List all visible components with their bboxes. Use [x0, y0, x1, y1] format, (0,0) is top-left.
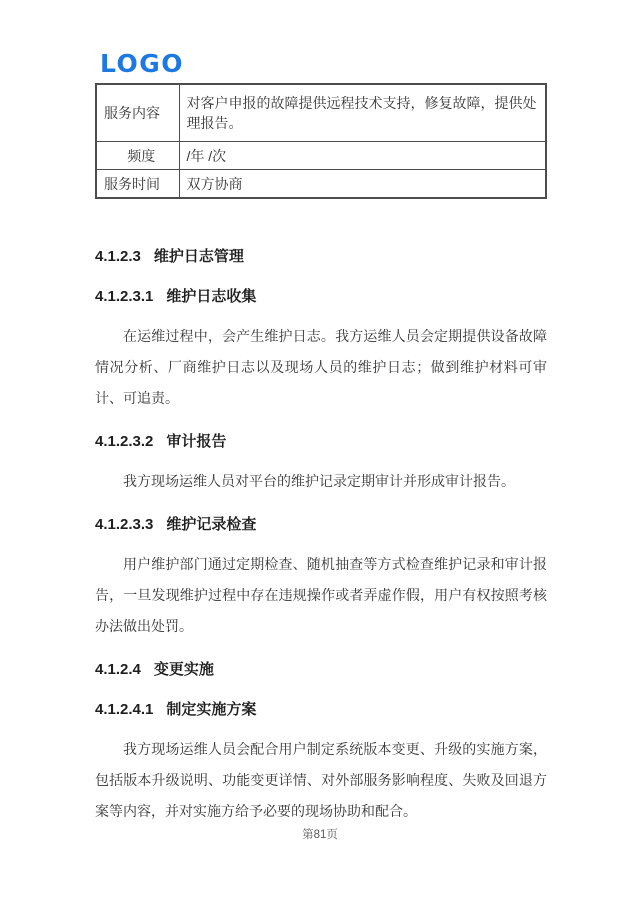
- body-paragraph: 用户维护部门通过定期检查、随机抽查等方式检查维护记录和审计报告，一旦发现维护过程中存在违规操作或者弄虚作假，用户有权按照考核办法做出处罚。: [95, 556, 547, 634]
- heading-number: 4.1.2.3.3: [95, 516, 154, 533]
- body-paragraph: 我方现场运维人员对平台的维护记录定期审计并形成审计报告。: [123, 473, 515, 489]
- heading-number: 4.1.2.4.1: [95, 701, 154, 718]
- heading-number: 4.1.2.3.2: [95, 433, 154, 450]
- body-paragraph: 在运维过程中，会产生维护日志。我方运维人员会定期提供设备故障情况分析、厂商维护日志以及现场人员的维护日志；做到维护材料可审计、可追责。: [95, 328, 547, 406]
- section-heading: [95, 432, 547, 452]
- section-heading: [95, 247, 547, 267]
- service-table: [95, 83, 547, 199]
- section-heading: [95, 660, 547, 680]
- row-value: /年 /次: [179, 142, 546, 170]
- row-label: 服务内容: [96, 84, 179, 142]
- row-label: 服务时间: [96, 170, 179, 199]
- table-row: [96, 170, 546, 199]
- section-heading: [95, 287, 547, 307]
- page-number: 第81页: [302, 829, 338, 841]
- section-heading: [95, 515, 547, 535]
- heading-number: 4.1.2.3.1: [95, 288, 154, 305]
- body-paragraph: 我方现场运维人员会配合用户制定系统版本变更、升级的实施方案，包括版本升级说明、功能变更详情、对外部服务影响程度、失败及回退方案等内容，并对实施方给予必要的现场协助和配合。: [95, 741, 547, 819]
- table-row: [96, 142, 546, 170]
- section-heading: [95, 700, 547, 720]
- row-label: 频度: [96, 142, 179, 170]
- heading-title: 维护记录检查: [166, 516, 257, 533]
- heading-number: 4.1.2.3: [95, 248, 141, 265]
- heading-title: 审计报告: [166, 433, 227, 450]
- table-row: [96, 84, 546, 142]
- heading-title: 维护日志收集: [166, 288, 257, 305]
- heading-number: 4.1.2.4: [95, 661, 141, 678]
- row-value: 对客户申报的故障提供远程技术支持，修复故障，提供处理报告。: [179, 84, 546, 142]
- row-value: 双方协商: [179, 170, 546, 199]
- heading-title: 制定实施方案: [166, 701, 257, 718]
- heading-title: 变更实施: [153, 661, 214, 678]
- heading-title: 维护日志管理: [153, 248, 244, 265]
- company-logo: LOGO: [100, 49, 185, 78]
